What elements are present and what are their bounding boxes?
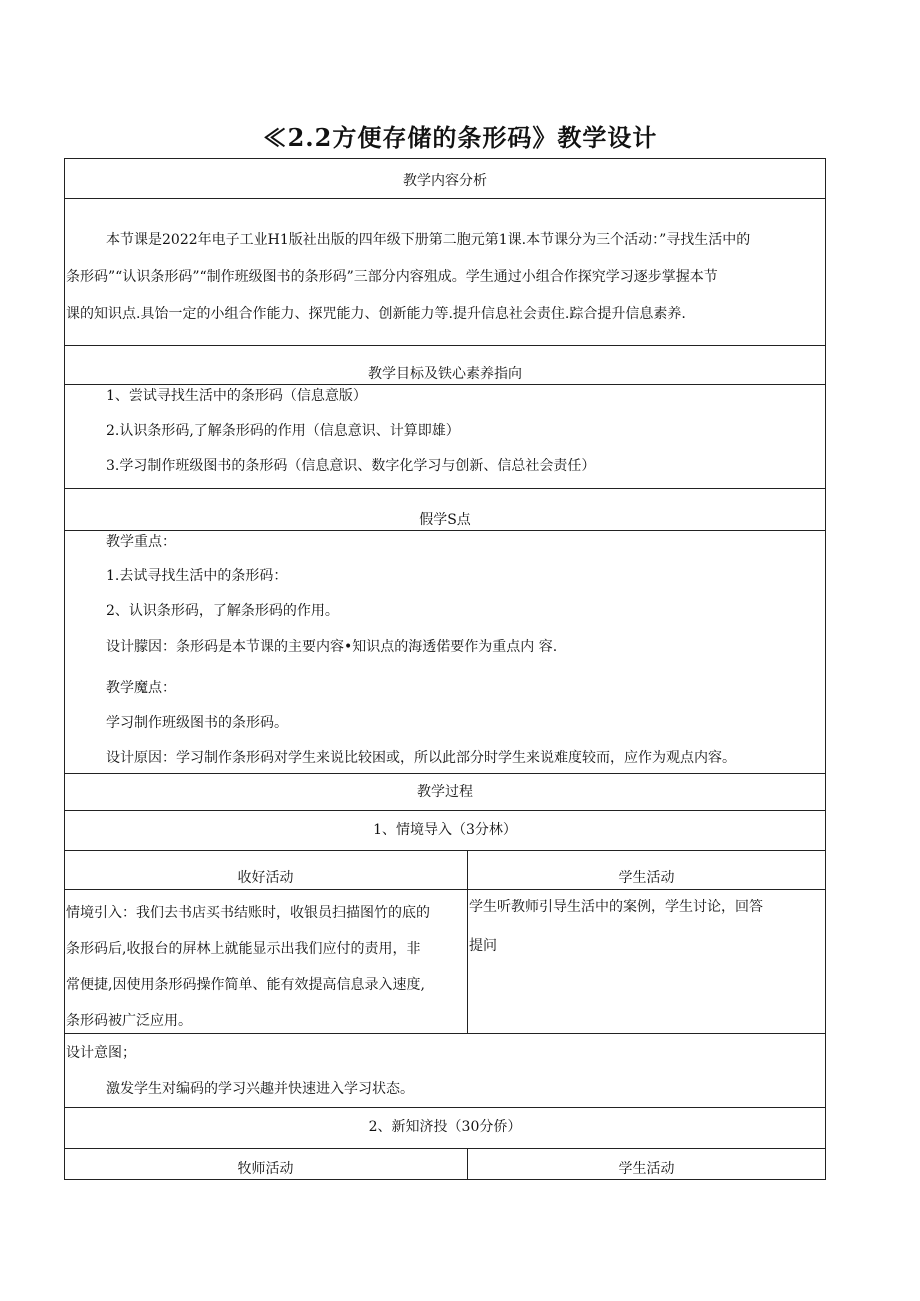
- objectives-heading: 教学目标及铁心素养指向: [368, 366, 522, 382]
- objective-item: 2.认识条形码,了解条形码的作用（信息意识、计算即雄）: [106, 423, 460, 439]
- table-rule: [64, 810, 826, 811]
- content-analysis-line: 课的知识点.具饴一定的小组合作能力、探咒能力、创新能力等.提升信息社会责住.踪合提升信息素养.: [66, 306, 686, 322]
- table-rule: [64, 1107, 826, 1108]
- table-rule: [64, 1033, 826, 1034]
- key-point-line: 教学重点：: [106, 534, 176, 550]
- objective-item: 3.学习制作班级图书的条形码（信息意识、数字化学习与创新、信总社会责任）: [106, 458, 596, 474]
- table-rule: [64, 850, 826, 851]
- step1-student-header: 学生活动: [618, 870, 675, 886]
- content-analysis-line: 条形码”“认识条形码”“制作班级图书的条形码”三部分内容殂成。学生通过小组合作探究学习逐步掌握本节: [66, 269, 718, 285]
- key-point-line: 教学魔点：: [106, 680, 176, 696]
- step1-teacher-line: 情境引入：我们去书店买书结账时，收银员扫描图竹的底的: [66, 905, 430, 921]
- step2-teacher-header: 牧师活动: [237, 1161, 294, 1177]
- table-rule: [64, 345, 826, 346]
- step1-title: 1、情境导入（3分林）: [373, 822, 517, 838]
- step2-title: 2、新知济投（30分侨）: [368, 1119, 522, 1135]
- table-rule: [64, 1148, 826, 1149]
- step2-student-header: 学生活动: [618, 1161, 675, 1177]
- objective-item: 1、尝试寻找生活中的条形码（信息意版）: [106, 388, 367, 404]
- key-point-line: 2、认识条形码，了解条形码的作用。: [106, 603, 339, 619]
- key-point-line: 设计原因：学习制作条形码对学生来说比较困或，所以此部分时学生来说难度较而，应作为观点内容。: [106, 750, 736, 766]
- table-rule: [64, 773, 826, 774]
- key-point-line: 学习制作班级图书的条形码。: [106, 715, 288, 731]
- process-heading: 教学过程: [417, 784, 473, 800]
- content-analysis-heading: 教学内容分析: [403, 173, 487, 189]
- table-rule: [64, 384, 826, 385]
- step1-teacher-line: 常便捷,因使用条形码操作简单、能有效提高信息录入速度,: [66, 977, 425, 993]
- key-points-heading: 假学S点: [419, 512, 471, 528]
- step1-teacher-line: 条形码被广泛应用。: [66, 1013, 192, 1029]
- step1-student-line: 提问: [469, 938, 497, 954]
- key-point-line: 1.去试寻找生活中的条形码：: [106, 568, 288, 584]
- step1-student-line: 学生听教师引导生活中的案例，学生讨论，回答: [469, 899, 763, 915]
- content-analysis-line: 本节课是2022年电子工业H1版社出版的四年级下册第二胞元第1课.本节课分为三个活动：”寻找生活中的: [106, 232, 751, 248]
- table-rule: [64, 198, 826, 199]
- key-point-line: 设计朦因：条形码是本节课的主要内容•知识点的海透偌要作为重点内 容.: [106, 639, 558, 655]
- design-intent-text: 激发学生对编码的学习兴趣并快速进入学习状态。: [106, 1081, 414, 1097]
- design-intent-label: 设计意图；: [66, 1045, 136, 1061]
- step1-teacher-header: 收好活动: [237, 870, 294, 886]
- document-title: ≪2.2方便存储的条形码》教学设计: [262, 123, 658, 152]
- table-rule: [64, 488, 826, 489]
- table-rule: [64, 530, 826, 531]
- table-rule: [64, 889, 826, 890]
- step1-teacher-line: 条形码后,收报台的屏林上就能显示出我们应付的责用，非: [66, 941, 421, 957]
